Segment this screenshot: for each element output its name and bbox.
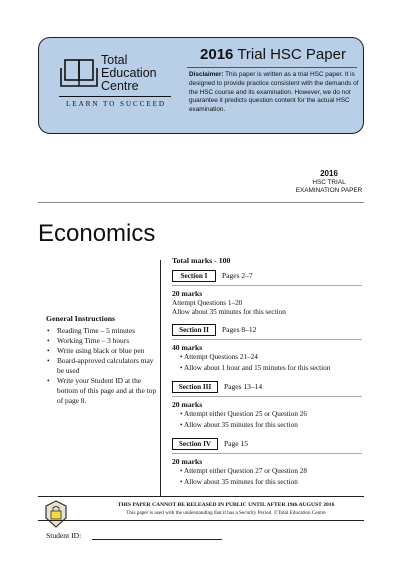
section-2-line-2: • Allow about 1 hour and 15 minutes for this section	[184, 364, 330, 373]
logo-line-3: Centre	[101, 79, 139, 93]
exam-paper-label: EXAMINATION PAPER	[295, 187, 363, 194]
section-4-line-1: • Attempt either Question 27 or Question 28	[184, 467, 307, 476]
total-marks: Total marks - 100	[172, 256, 231, 265]
section-4-line-2: • Allow about 35 minutes for this section	[184, 478, 298, 487]
section-1-marks: 20 marks	[172, 289, 203, 298]
section-1-line-1: Attempt Questions 1–20	[172, 299, 243, 307]
subject-title: Economics	[38, 220, 156, 247]
instruction-item: • Reading Time – 5 minutes	[46, 326, 158, 336]
section-2-pages: Pages 8–12	[222, 325, 257, 334]
exam-info	[294, 169, 364, 195]
exam-year: 2016	[320, 169, 338, 178]
section-3-marks: 20 marks	[172, 400, 203, 409]
section-4-marks: 20 marks	[172, 457, 203, 466]
section-2-line-1: • Attempt Questions 21–24	[184, 353, 258, 362]
instructions-list	[46, 326, 158, 406]
instruction-item: • Board-approved calculators may be used	[46, 356, 158, 376]
student-id-label: Student ID:	[46, 531, 82, 540]
book-icon	[59, 58, 99, 90]
section-4-pages: Page 15	[224, 439, 248, 448]
logo-divider	[59, 96, 171, 97]
section-2-label: Section II	[172, 324, 216, 336]
security-seal-icon	[44, 500, 68, 528]
paper-title	[187, 46, 359, 63]
logo-line-1: Total	[101, 53, 128, 67]
section-2-marks: 40 marks	[172, 343, 203, 352]
paper-year: 2016	[200, 46, 234, 63]
instruction-item: • Write using black or blue pen	[46, 346, 158, 356]
logo-wordmark	[101, 54, 175, 93]
section-3-pages: Pages 13–14	[224, 382, 263, 391]
instruction-item: • Write your Student ID at the bottom of this page and at the top of page 8.	[46, 376, 158, 406]
banner-divider	[187, 67, 357, 68]
general-instructions	[46, 314, 158, 406]
section-4-rule	[172, 453, 362, 454]
release-notice: THIS PAPER CANNOT BE RELEASED IN PUBLIC UNTIL AFTER 19th AUGUST 2016	[117, 502, 335, 508]
disclaimer	[189, 71, 359, 115]
exam-type: HSC TRIAL	[312, 179, 346, 186]
logo-tagline: LEARN TO SUCCEED	[65, 100, 167, 108]
student-id-field[interactable]	[92, 539, 222, 540]
section-3-rule	[172, 396, 362, 397]
section-1-line-2: Allow about 35 minutes for this section	[172, 308, 286, 316]
section-1-rule	[172, 285, 362, 286]
footer-rule-top	[38, 496, 364, 497]
security-notice: This paper is used with the understanding that it has a Security Period. ©Total Education Centre	[126, 510, 326, 516]
section-1-label: Section I	[172, 270, 216, 282]
general-instructions-title: General Instructions	[46, 314, 116, 323]
total-education-centre-logo	[57, 50, 175, 128]
section-4-label: Section IV	[172, 438, 218, 450]
sections-divider	[160, 260, 161, 496]
section-3-label: Section III	[172, 381, 218, 393]
disclaimer-label: Disclaimer:	[189, 71, 224, 78]
footer-rule-bottom	[38, 520, 364, 521]
disclaimer-text: This paper is written as a trial HSC paper. It is designed to provide practice consistent with the demands of the HSC course and its examination. However, we do not guarantee it predicts question content for the actual HSC examination.	[189, 71, 359, 114]
section-1-pages: Pages 2–7	[222, 271, 253, 280]
paper-title-text: Trial HSC Paper	[237, 46, 346, 63]
section-3-line-2: • Allow about 35 minutes for this section	[184, 421, 298, 430]
logo-line-2: Education	[101, 66, 157, 80]
instruction-item: • Working Time – 3 hours	[46, 336, 158, 346]
header-rule	[38, 202, 364, 203]
section-3-line-1: • Attempt either Question 25 or Question 26	[184, 410, 307, 419]
header-banner	[38, 37, 364, 134]
section-2-rule	[172, 339, 362, 340]
